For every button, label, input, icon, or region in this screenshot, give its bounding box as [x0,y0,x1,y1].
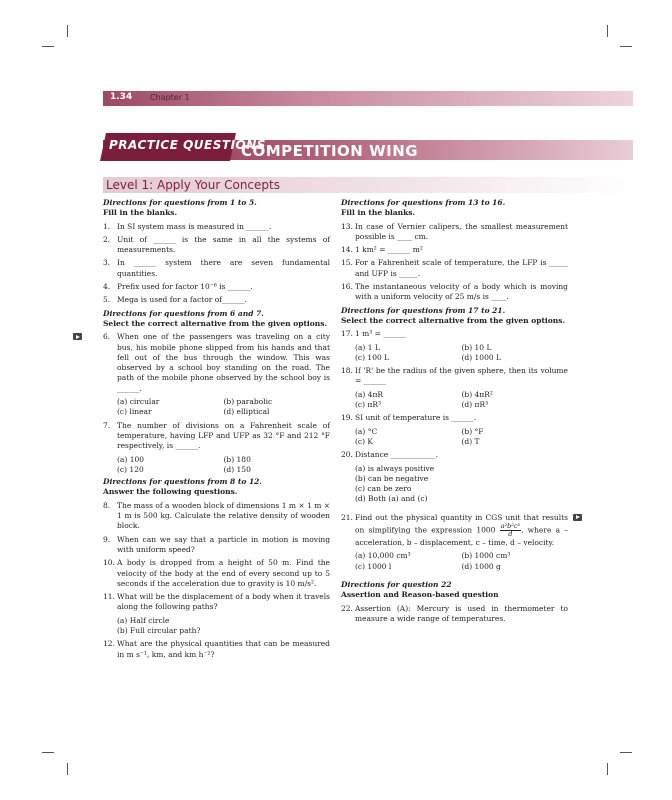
question-item: 10. A body is dropped from a height of 50 m. Find the velocity of the body at the end of every second up to 5 seconds if the acceleration due to gravity is 10 m/s². [103,558,330,588]
video-icon[interactable] [573,514,582,521]
option: (a) °C [355,426,378,436]
crop-mark [607,763,608,775]
question-item: 21. Find out the physical quantity in CGS unit that results on simplifying the expression 1000 $\frac{\text{a²b²c²}}{d}$ , where a – acceleration, b – displacement, c – time, d – velocity. [341,513,568,549]
question-item: 17. 1 m³ = ______ [341,329,406,339]
question-item: 22. Assertion (A): Mercury is used in thermometer to measure a wide range of temperatures. [341,603,568,623]
option: (d) 1000 L [461,352,501,362]
directions: Directions for questions from 6 and 7. [103,308,264,318]
option: (c) 1000 l [355,561,392,571]
section-title: COMPETITION WING [241,142,419,160]
options [341,551,568,572]
level-title: Level 1: Apply Your Concepts [106,178,280,192]
option: (a) is always positive [355,463,435,473]
options [341,390,568,411]
options [103,397,330,418]
question-item: 9. When can we say that a particle in motion is moving with uniform speed? [103,534,330,554]
directions: Directions for questions from 8 to 12. [103,477,263,487]
practice-questions-label: PRACTICE QUESTIONS [109,138,266,152]
options [341,343,568,364]
option: (a) circular [117,397,160,407]
instruction: Fill in the blanks. [103,208,178,218]
option: (b) 10 L [461,342,492,352]
options [103,455,330,476]
option: (c) K [355,436,374,446]
fraction: $\frac{\text{a²b²c²}}{d}$ [500,522,521,539]
option: (a) Half circle [117,615,170,625]
option: (c) linear [117,407,152,417]
option: (d) 150 [223,464,251,474]
option: (b) 4πR² [461,389,493,399]
left-column [103,196,330,663]
crop-mark [607,25,608,37]
question-item: 20. Distance ____________. [341,450,438,460]
instruction: Select the correct alternative from the given options. [103,318,328,328]
directions: Directions for questions from 17 to 21. [341,305,506,315]
question-item: 14. 1 km² = ______ m² [341,245,423,255]
instruction: Answer the following questions. [103,487,238,497]
question-item: 15. For a Fahrenheit scale of temperature, the LFP is _____ and UFP is _____. [341,258,568,278]
question-item: 13. In case of Vernier calipers, the smallest measurement possible is ____ cm. [341,221,568,241]
question-item: 7. The number of divisions on a Fahrenheit scale of temperature, having LFP and UFP as 32 °F and 212 °F respectively, is ______. [103,420,330,451]
option: (b) 1000 cm³ [461,551,511,561]
option: (c) can be zero [355,484,412,494]
question-item: 18. If 'R' be the radius of the given sphere, then its volume = ______ [341,366,568,386]
option: (c) πR³ [355,400,382,410]
instruction: Select the correct alternative from the given options. [341,315,566,325]
question-item: 11. What will be the displacement of a body when it travels along the following paths? [103,592,330,612]
question-item: 5. Mega is used for a factor of______. [103,295,247,305]
option: (b) Full circular path? [117,625,201,635]
section-banner [103,133,633,161]
option: (b) can be negative [355,473,429,483]
question-item: 2. Unit of ______ is the same in all the systems of measurements. [103,234,330,255]
chapter-label: Chapter 1 [150,93,190,102]
option: (a) 10,000 cm³ [355,551,411,561]
option: (d) 1000 g [461,561,501,571]
option: (a) 100 [117,454,145,464]
option: (b) °F [461,426,484,436]
instruction: Fill in the blanks. [341,208,416,218]
instruction: Assertion and Reason-based question [341,590,499,600]
crop-mark [620,46,632,47]
question-item: 8. The mass of a wooden block of dimensions 1 m × 1 m × 1 m is 500 kg. Calculate the relative density of wooden block. [103,500,330,531]
question-item: 1. In SI system mass is measured in ______. [103,221,272,231]
right-column [341,196,568,627]
option: (d) elliptical [223,407,270,417]
option: (a) 4πR [355,389,384,399]
crop-mark [42,46,54,47]
question-item: 19. SI unit of temperature is ______. [341,413,477,423]
directions: Directions for questions from 13 to 16. [341,198,506,207]
question-item: 16. The instantaneous velocity of a body which is moving with a uniform velocity of 25 m/s is ____. [341,282,568,302]
option: (d) πR³ [461,400,489,410]
option: (b) parabolic [223,397,273,407]
option: (a) 1 L [355,342,380,352]
crop-mark [42,752,54,753]
option: (d) Both (a) and (c) [355,494,428,504]
crop-mark [67,763,68,775]
directions: Directions for question 22 [341,579,452,589]
question-item: 3. In ______ system there are seven fundamental quantities. [103,258,330,278]
question-item: 4. Prefix used for factor 10⁻⁶ is ______. [103,282,253,292]
question-item: 12. What are the physical quantities that can be measured in m s⁻¹, km, and km h⁻²? [103,639,330,659]
page-number: 1.34 [110,92,133,102]
option: (c) 120 [117,464,144,474]
crop-mark [67,25,68,37]
options [341,427,568,448]
option: (c) 100 L [355,352,390,362]
video-icon[interactable] [73,333,82,340]
crop-mark [620,752,632,753]
question-item: 6. When one of the passengers was traveling on a city bus, his mobile phone slipped from his hands and that fell out of the bus through the window. This was observed by a school boy standing on the road. The path of the mobile phone observed by the school boy is ______. [103,332,330,394]
option: (d) T [461,436,480,446]
option: (b) 180 [223,454,251,464]
directions: Directions for questions from 1 to 5. [103,198,257,207]
